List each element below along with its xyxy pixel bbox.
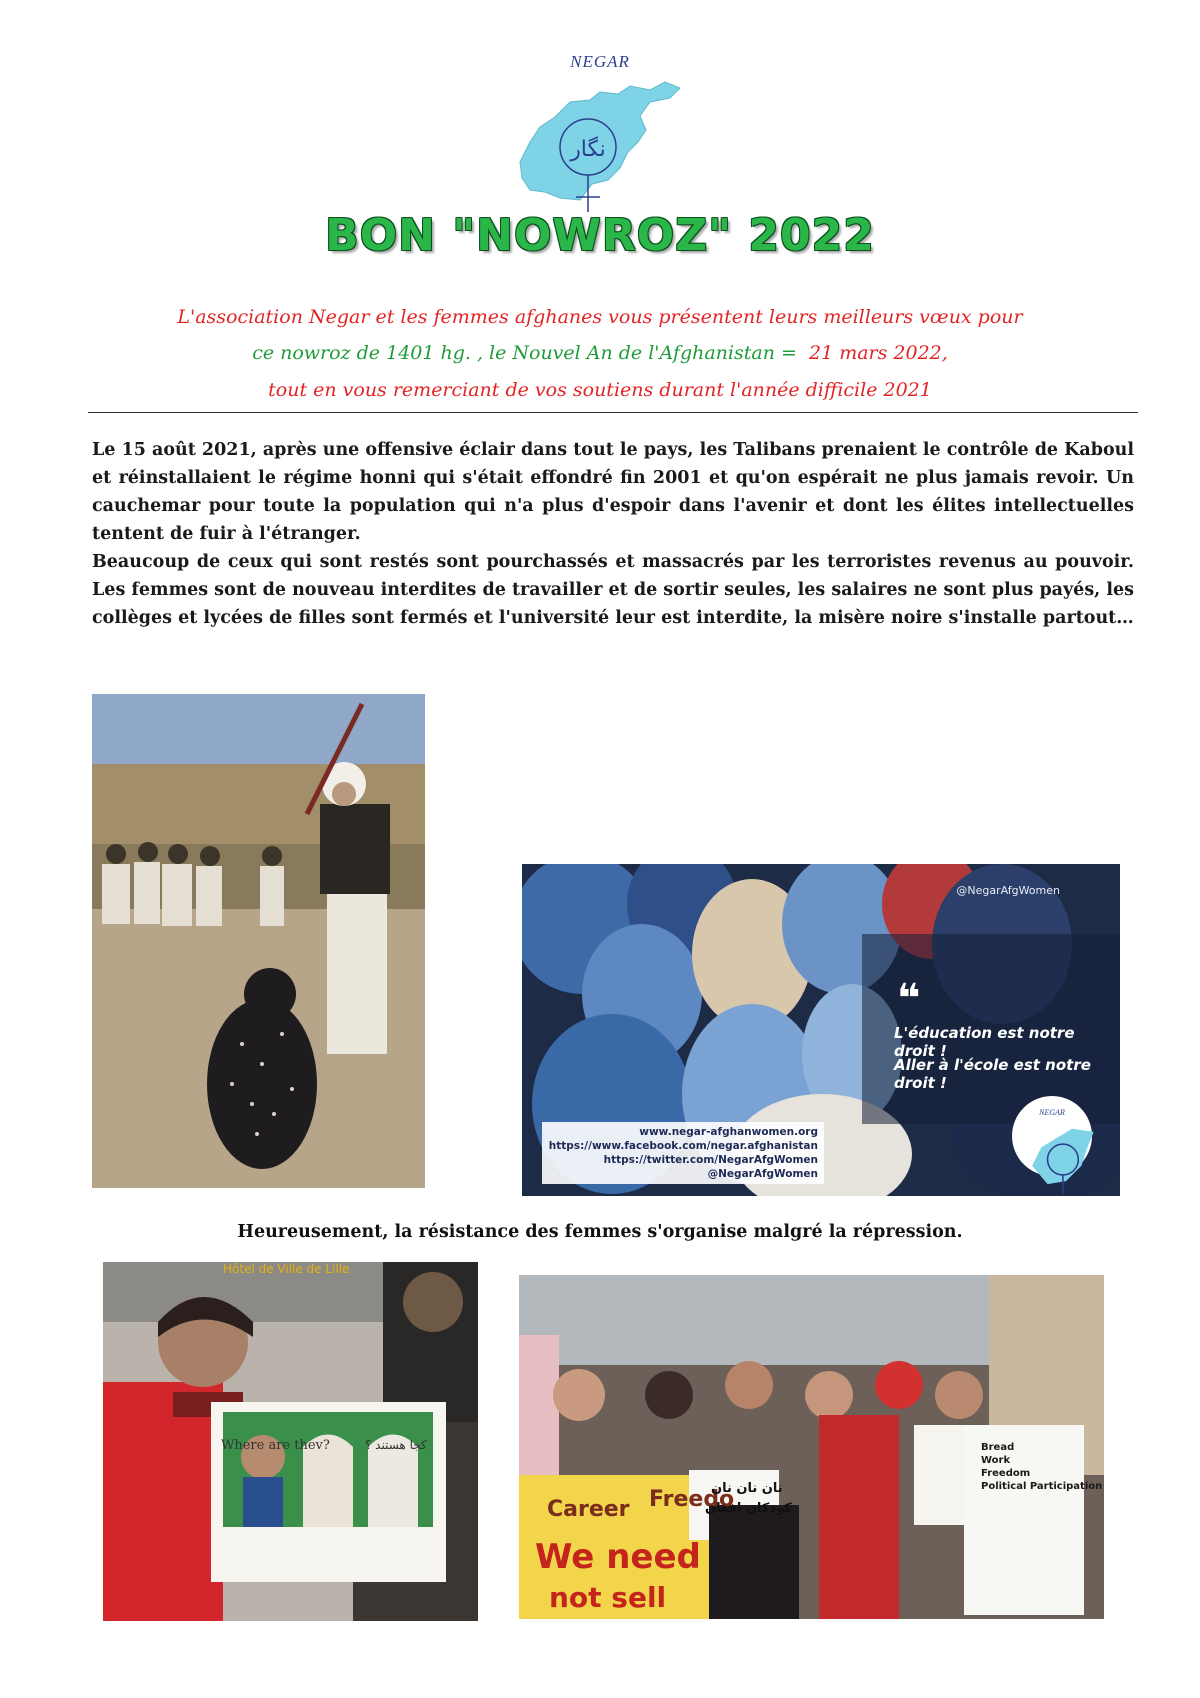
sign-children-fa: کودکان افغان (705, 1501, 792, 1516)
body-text (92, 436, 1134, 632)
poster-link: https://twitter.com/NegarAfgWomen (603, 1154, 818, 1166)
divider (88, 412, 1138, 413)
logo-word: NEGAR (570, 52, 630, 71)
greeting-line-3: tout en vous remerciant de vos soutiens durant l'année difficile 2021 (268, 379, 932, 401)
badge-map-icon (1026, 1118, 1106, 1196)
photo-caption: Heureusement, la résistance des femmes s'organise malgré la répression. (237, 1222, 963, 1242)
poster-link: www.negar-afghanwomen.org (639, 1126, 818, 1138)
paragraph-1: Le 15 août 2021, après une offensive éclair dans tout le pays, les Talibans prenaient le contrôle de Kaboul et réinstallaient le régime honni qui s'était effondré fin 2001 et qu'on espérait ne plus jamais revoir. Un cauchemar pour toute la population qui n'a plus d'espoir dans l'avenir et dont les élites intellectuelles tentent de fuir à l'étranger. (92, 440, 1134, 544)
greeting-line-2 (0, 342, 1200, 364)
page-title: BON "NOWROZ" 2022 (325, 210, 875, 261)
banner-career: Career (547, 1497, 630, 1522)
sign-bread-work-freedom: Bread Work Freedom Political Participation (981, 1442, 1103, 1492)
poster-negar-badge (1012, 1096, 1092, 1176)
quote-icon: ❝ (897, 976, 921, 1022)
poster-links (542, 1122, 824, 1184)
poster-handle: @NegarAfgWomen (956, 884, 1060, 897)
photo-where-are-they (103, 1262, 478, 1621)
banner-not-sell: not sell (549, 1581, 667, 1614)
poster-quote-line-1: L'éducation est notre droit ! (894, 1024, 1075, 1060)
banner-freedom: Freedo (649, 1487, 735, 1512)
where-sign-text: Where are thev? (221, 1438, 330, 1453)
negar-logo (500, 52, 700, 227)
poster-badge-word: NEGAR (1039, 1108, 1065, 1117)
photo-women-march (519, 1275, 1104, 1619)
greeting-line-2-part1: ce nowroz de 1401 hg. , le Nouvel An de l'Afghanistan = (252, 342, 797, 364)
sign-bread-fa: نان نان نان (711, 1481, 783, 1496)
afghanistan-map-icon (500, 72, 700, 222)
logo-mark: نگار (570, 137, 606, 162)
where-sign-text-fa: کجا هستند ؟ (365, 1438, 427, 1452)
paragraph-2: Beaucoup de ceux qui sont restés sont pourchassés et massacrés par les terroristes revenus au pouvoir. Les femmes sont de nouveau interdites de travailler et de sortir seules, les salaires ne sont plus payés, les collèges et lycées de filles sont fermés et l'université leur est interdite, la misère noire s'installe partout… (92, 552, 1134, 628)
poster-link: https://www.facebook.com/negar.afghanistan (548, 1140, 818, 1152)
banner-we-need: We need (535, 1537, 701, 1577)
where-top-sign: Hôtel de Ville de Lille (223, 1262, 350, 1276)
poster-quote-line-2: Aller à l'école est notre droit ! (894, 1056, 1091, 1092)
greeting-line-2-part2: 21 mars 2022, (808, 342, 948, 364)
greeting-line-1: L'association Negar et les femmes afghanes vous présentent leurs meilleurs vœux pour (177, 306, 1023, 328)
photo-education-poster (522, 864, 1120, 1196)
poster-link: @NegarAfgWomen (707, 1168, 818, 1180)
photo-flogging (92, 694, 425, 1188)
